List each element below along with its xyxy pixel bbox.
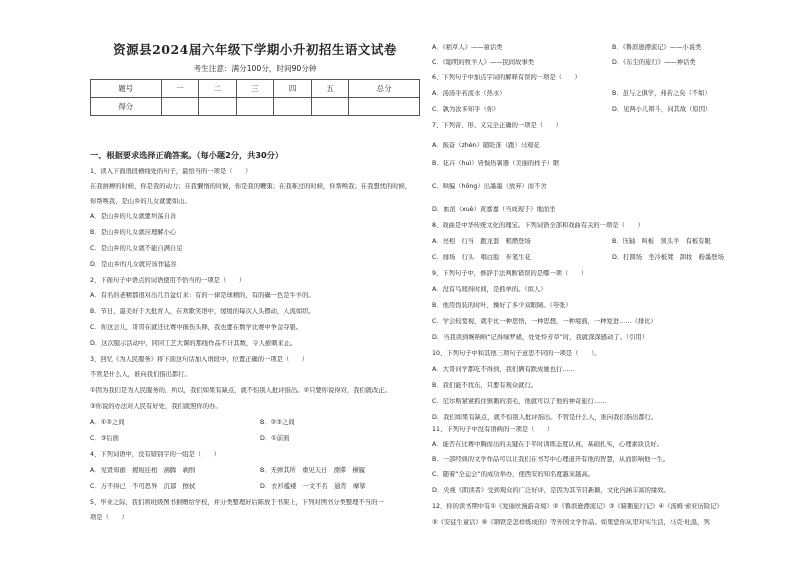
question-line: D．当我读到婉吶吶“记得绿罗裙，处处怜芳草”时，我就深深感动了。（引用） — [432, 334, 649, 341]
question-line: B．一部经典的文学作品可以让我们在书写中心理道开有他的智慧，从而影响他一生。 — [432, 456, 670, 463]
question-line: 8、戏曲是中华传统文化的瑰宝。下列词语全部和戏曲有关的一项是（ ） — [432, 222, 644, 229]
question-line: 7、下列音、形、义完全正确的一项是（ ） — [432, 122, 562, 129]
score-entry-cell — [236, 98, 274, 116]
question-line: A．见贤知循 揭短挂相 沸腾 剥削 — [90, 467, 196, 474]
score-cell: 一 — [161, 80, 199, 98]
score-cell: 三 — [236, 80, 274, 98]
question-line: A．有名的老精都很对出几百盆灯来：有的一律是球精的，有的确一色是牛羊的。 — [90, 292, 315, 299]
question-line: A．能否在比赛中胸而出的关键在于平时训练态度认真，基础扎实，心理素质良好。 — [432, 441, 663, 448]
question-line: ①因为我们是为人民服务的，所以，我们如果有缺点，就不怕别人批评指出。②只要你说得对，我们就改正。 — [90, 387, 391, 394]
question-line: 6、下列句子中加点字词的解释有误的一项是（ ） — [432, 74, 581, 81]
score-cell: 二 — [199, 80, 237, 98]
answer-option: B．《鲁滨逊漂流记》——小说类 — [612, 44, 702, 51]
question-line: ⑤《安徒生童话》⑥《钢铁是怎样炼成的》等外国文学作品。如果您你从里对实生活，马克·吐温，列 — [432, 519, 710, 526]
score-entry-cell — [349, 98, 420, 116]
question-line: ③你说的办法对人民有好处，我们就照你的办。 — [90, 403, 222, 410]
score-table-score-row — [91, 98, 420, 116]
score-entry-cell — [161, 98, 199, 116]
question-line: B．节日，最美好于大批育人，在欢歌笑语中，缓缓的每次人头攒动，人流如织。 — [90, 308, 315, 315]
question-line: C．孰为汝多知乎（你） — [432, 106, 500, 113]
question-line: 你帮唤我，是山乡的儿女就要如山。 — [90, 198, 191, 205]
question-line: D．血浓（xuè）黄嘉嘉（当成现于）地而坐 — [432, 206, 556, 213]
page-title: 资源县2024届六年级下学期小升初招生语文试卷 — [113, 42, 397, 57]
question-line: A．汤汤乎若流水（热水） — [432, 90, 506, 97]
question-line: 11、下列句子中没有语病的一项是（ ） — [432, 426, 554, 433]
question-line: A．①②之间 — [90, 419, 125, 426]
score-cell: 题号 — [91, 80, 162, 98]
question-line: B．是山乡的儿女就应理解小心 — [90, 229, 177, 236]
question-line: 12、你的读书期中有①《爱丽丝漫游奇境》②《鲁滨逊漂流记》③《骑鹅旅行记》④《汤姆·索亚历险记》 — [432, 503, 723, 510]
exam-notice: 考生注意：满分100分，时间90分钟 — [193, 64, 317, 73]
question-line: C．随着“全运会”的成功举办，使西安的知名度越来越高。 — [432, 471, 595, 478]
question-line: B．我们能不找东，只要有观众就行。 — [432, 382, 538, 389]
answer-option: D．打圆场 坐冷板凳 卸妆 粉墨登场 — [612, 254, 724, 261]
answer-option: D．①前面 — [260, 435, 290, 442]
answer-option: D．见两小儿辩斗，问其故（原因） — [612, 106, 712, 113]
answer-option: B．压轴 叫板 领头羊 有板有眼 — [612, 238, 711, 245]
question-line: A．大哥问学都吃不得到，我们俩有跌成她也行…… — [432, 366, 575, 373]
score-cell: 总分 — [349, 80, 420, 98]
question-line: 项是（ ） — [90, 514, 128, 521]
question-line: A．没有鸟爬得时间，是抓单的。（拟人） — [432, 286, 547, 293]
score-entry-cell — [199, 98, 237, 116]
answer-option: D．衣衫褴褛 一文不名 通宵 摩挲 — [260, 483, 366, 490]
score-cell: 四 — [274, 80, 312, 98]
question-line: 10、下列句子中和其他三项句子意思不同的一项是（ ）。 — [432, 350, 601, 357]
score-entry-cell — [274, 98, 312, 116]
question-line: 5、毕业之际，我们将班级图书捐赠给学校，并分类整理好后陈放于书架上，下列对图书分类整理不当的一 — [90, 499, 384, 506]
question-line: C．哄骗（hǒng）出墨墨（放弃）而不舍 — [432, 183, 547, 190]
question-line: D．央视《朗读者》受到观众的广泛好评，是因为其节目新颖，文化内涵丰富的缘故。 — [432, 487, 670, 494]
score-entry-cell — [311, 98, 349, 116]
answer-option: B．②③之间 — [260, 419, 295, 426]
question-line: C．尼尔斯紧紧抓住镇鹅的羽毛，他就可以了他的神奇旅行…… — [432, 398, 607, 405]
question-line: C．是山乡的儿女就不能自满自足 — [90, 245, 183, 252]
question-line: 不管是什么人，谁向我们指出都行。 — [90, 371, 191, 378]
answer-option: B．虽与之俱学，弗若之矣（不如） — [612, 90, 711, 97]
question-line: B．花卉（huì）皆惧热暑器（美丽的样子）眶 — [432, 160, 560, 167]
question-line: C．《聪明的牧羊人》——民间故事类 — [432, 59, 534, 66]
score-table-header-row — [91, 80, 420, 98]
question-line: A．《稻草人》——童话类 — [432, 44, 503, 51]
question-line: 4、下列词语中，没有错别字的一组是（ ） — [90, 451, 220, 458]
score-cell: 得分 — [91, 98, 162, 116]
question-line: C．③后面 — [90, 435, 119, 442]
question-line: 3、回忆《为人民服务》将下面这句话加入语段中，位置正确的一项是（ ） — [90, 356, 309, 363]
question-line: C．万不得已 不可思异 沉郁 擦拭 — [90, 483, 196, 490]
question-line: B．他用伪装的时叶，操好了多少双眼睛。（夸张） — [432, 302, 572, 309]
section-heading: 一、根据要求选择正确答案。（每小题2分，共30分） — [90, 150, 284, 160]
question-line: D．是山乡的儿女就应该作猛谷 — [90, 261, 177, 268]
score-cell: 五 — [311, 80, 349, 98]
answer-option: B．无弹其所 重见天日 漂滞 横履 — [260, 467, 366, 474]
question-line: 2、下面句子中语点的词语使用不恰当的一项是（ ） — [90, 277, 246, 284]
question-line: C．学会较宽视，就乎比一种思悟，一种思想，一种境面，一种爱进……（排比） — [432, 318, 657, 325]
question-line: C．你这会儿，哥哥在就还比赛中损伤头释，我也要在数学比赛中争金夺银。 — [90, 324, 303, 331]
answer-option: D．《东尘的旅行》——神话类 — [612, 59, 696, 66]
question-line: A．振奋（zhèn）随眨准（跑）马观花 — [432, 142, 540, 149]
question-line: 在我拼搏的时候，你是我的动力；在我懒惰的时候，你是我的鞭策；在我难过的时候，你帮唤我；在我想忧的时候， — [90, 183, 412, 190]
question-line: D．我们如果有缺点，就不怕别人批评指出。不管是什么人，谁向我们指出都行。 — [432, 414, 658, 421]
question-line: 1、读入下面语段横线处的句子，最恰当的一项是（ ） — [90, 168, 252, 175]
question-line: D．这次服示活动中，同同工艺大课的那线作品不计其数，令人掳刺来止。 — [90, 340, 297, 347]
question-line: C．排场 行头 唱白脸 步笔生花 — [432, 254, 531, 261]
question-line: 9、下列句子中，修辞手法判断错误的是哪一项（ ） — [432, 270, 588, 277]
question-line: A．亮相 行当 跑龙套 粗攒登场 — [432, 238, 531, 245]
question-line: A．是山乡的儿女就要坦荡自善 — [90, 213, 177, 220]
score-table — [90, 79, 420, 116]
